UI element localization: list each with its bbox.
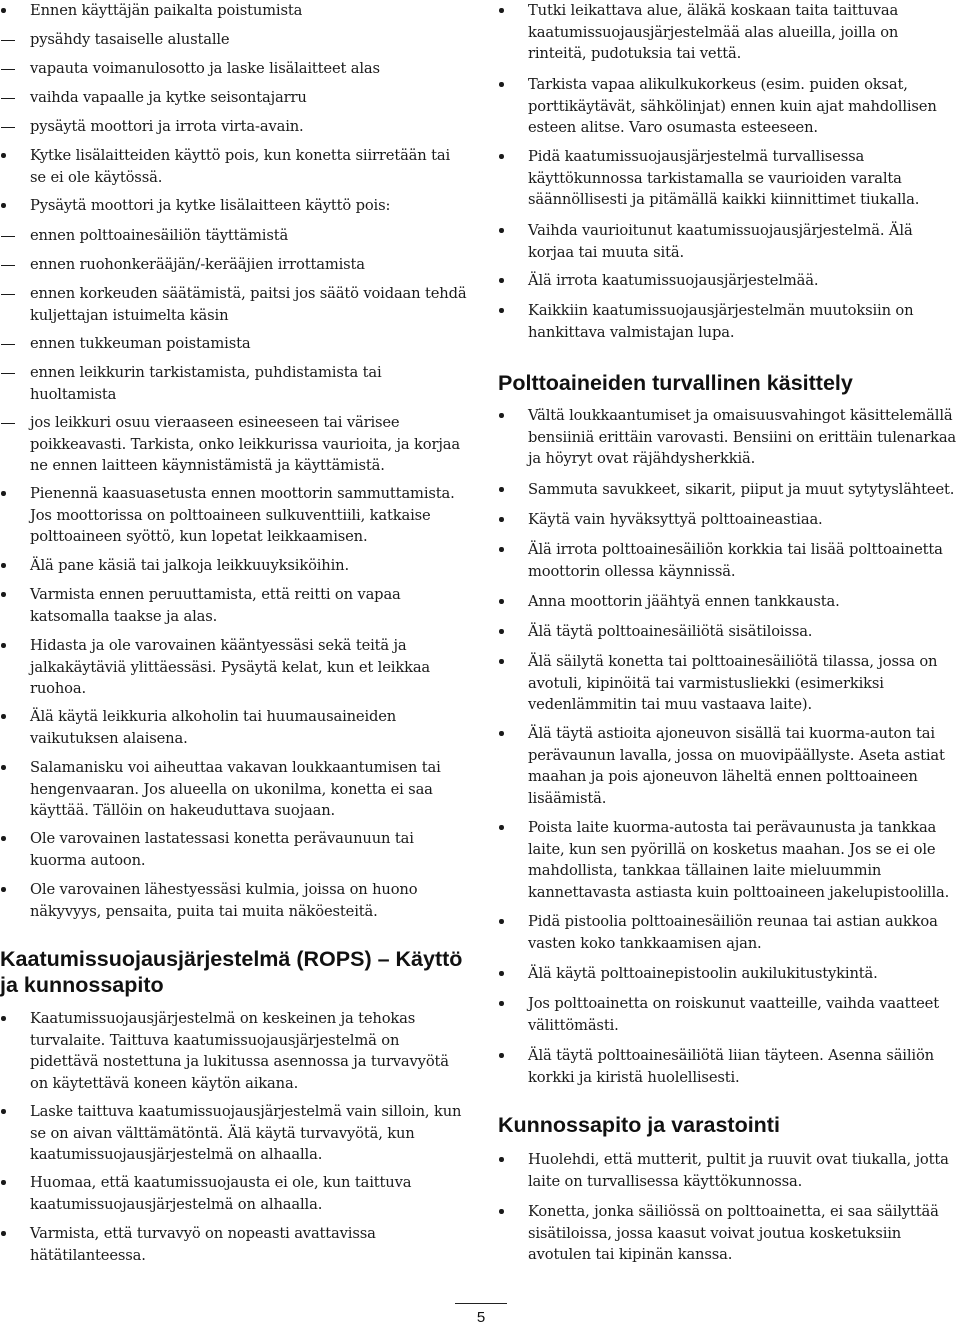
bullet-list-item: Kytke lisälaitteiden käyttö pois, kun konetta siirretään tai se ei ole käytössä. bbox=[0, 145, 470, 188]
page-number: 5 bbox=[476, 1309, 486, 1326]
sub-list-item: jos leikkuri osuu vieraaseen esineeseen tai värisee poikkeavasti. Tarkista, onko leikkurissa vaurioita, ja korjaa ne ennen laitteen käynnistämistä ja käyttämistä. bbox=[0, 412, 470, 477]
bullet-list-item: Käytä vain hyväksyttyä polttoaineastiaa. bbox=[498, 509, 960, 531]
bullet-list-item: Vaihda vaurioitunut kaatumissuojausjärjestelmä. Älä korjaa tai muuta sitä. bbox=[498, 220, 960, 263]
bullet-list-item: Kaatumissuojausjärjestelmä on keskeinen ja tehokas turvalaite. Taittuva kaatumissuojausjärjestelmä on pidettävä nostettuna ja lukitussa asennossa ja turvavyötä on käytettävä koneen käytön aikana. bbox=[0, 1008, 470, 1095]
bullet-list-item: Poista laite kuorma-autosta tai perävaunusta ja tankkaa laite, kun sen pyörillä on kosketus maahan. Jos se ei ole mahdollista, tankkaa tällainen laite mieluummin kannettavasta astiasta kuin polttoaineen jakelupistoolilla. bbox=[498, 817, 960, 904]
bullet-list-item: Varmista, että turvavyö on nopeasti avattavissa hätätilanteessa. bbox=[0, 1223, 470, 1266]
bullet-list-item: Vältä loukkaantumiset ja omaisuusvahingot käsittelemällä bensiiniä erittäin varovasti. Bensiini on erittäin tulenarkaa ja höyryt ovat räjähdysherkkiä. bbox=[498, 405, 960, 470]
bullet-list-item: Ennen käyttäjän paikalta poistumista bbox=[0, 0, 470, 22]
bullet-list-item: Älä pane käsiä tai jalkoja leikkuuyksiköihin. bbox=[0, 555, 470, 577]
bullet-list-item: Älä käytä polttoainepistoolin aukilukitustykintä. bbox=[498, 963, 960, 985]
bullet-list-item: Älä täytä astioita ajoneuvon sisällä tai kuorma-auton tai perävaunun lavalla, jossa on muovipäällyste. Aseta astiat maahan ja pois ajoneuvon läheltä ennen polttoaineen lisäämistä. bbox=[498, 723, 960, 810]
bullet-list-item: Hidasta ja ole varovainen kääntyessäsi sekä teitä ja jalkakäytäviä ylittäessäsi. Pysäytä kelat, kun et leikkaa ruohoa. bbox=[0, 635, 470, 700]
sub-list-item: ennen tukkeuman poistamista bbox=[0, 333, 470, 355]
sub-list-item: pysäytä moottori ja irrota virta-avain. bbox=[0, 116, 470, 138]
sub-list-item: ennen ruohonkerääjän/-kerääjien irrottamista bbox=[0, 254, 470, 276]
bullet-list-item: Älä irrota kaatumissuojausjärjestelmää. bbox=[498, 270, 960, 292]
sub-list-item: ennen leikkurin tarkistamista, puhdistamista tai huoltamista bbox=[0, 362, 470, 405]
footer-rule bbox=[455, 1303, 507, 1304]
bullet-list-item: Konetta, jonka säiliössä on polttoainetta, ei saa säilyttää sisätiloissa, jossa kaasut voivat joutua kosketuksiin avotulen tai kipinän kanssa. bbox=[498, 1201, 960, 1266]
sub-list-item: ennen polttoainesäiliön täyttämistä bbox=[0, 225, 470, 247]
sub-list-item: ennen korkeuden säätämistä, paitsi jos säätö voidaan tehdä kuljettajan istuimelta käsin bbox=[0, 283, 470, 326]
bullet-list-item: Ole varovainen lähestyessäsi kulmia, joissa on huono näkyvyys, pensaita, puita tai muita näköesteitä. bbox=[0, 879, 470, 922]
bullet-list-item: Pidä kaatumissuojausjärjestelmä turvallisessa käyttökunnossa tarkistamalla se vaurioiden varalta säännöllisesti ja pitämällä kaikki kiinnittimet tiukalla. bbox=[498, 146, 960, 211]
bullet-list-item: Älä irrota polttoainesäiliön korkkia tai lisää polttoainetta moottorin ollessa käynnissä. bbox=[498, 539, 960, 582]
bullet-list-item: Pysäytä moottori ja kytke lisälaitteen käyttö pois: bbox=[0, 195, 470, 217]
bullet-list-item: Jos polttoainetta on roiskunut vaatteille, vaihda vaatteet välittömästi. bbox=[498, 993, 960, 1036]
sub-list-item: pysähdy tasaiselle alustalle bbox=[0, 29, 470, 51]
bullet-list-item: Pidä pistoolia polttoainesäiliön reunaa tai astian aukkoa vasten koko tankkaamisen ajan. bbox=[498, 911, 960, 954]
section-heading: Polttoaineiden turvallinen käsittely bbox=[498, 371, 853, 395]
section-heading: Kunnossapito ja varastointi bbox=[498, 1113, 780, 1137]
bullet-list-item: Pienennä kaasuasetusta ennen moottorin sammuttamista. Jos moottorissa on polttoaineen sulkuventtiili, katkaise polttoaineen syöttö, kun lopetat leikkaamisen. bbox=[0, 483, 470, 548]
bullet-list-item: Älä täytä polttoainesäiliötä sisätiloissa. bbox=[498, 621, 960, 643]
sub-list-item: vapauta voimanulosotto ja laske lisälaitteet alas bbox=[0, 58, 470, 80]
bullet-list-item: Älä käytä leikkuria alkoholin tai huumausaineiden vaikutuksen alaisena. bbox=[0, 706, 470, 749]
bullet-list-item: Kaikkiin kaatumissuojausjärjestelmän muutoksiin on hankittava valmistajan lupa. bbox=[498, 300, 960, 343]
sub-list-item: vaihda vapaalle ja kytke seisontajarru bbox=[0, 87, 470, 109]
bullet-list-item: Laske taittuva kaatumissuojausjärjestelmä vain silloin, kun se on aivan välttämätöntä. Älä käytä turvavyötä, kun kaatumissuojausjärjestelmä on alhaalla. bbox=[0, 1101, 470, 1166]
bullet-list-item: Tarkista vapaa alikulkukorkeus (esim. puiden oksat, porttikäytävät, sähkölinjat) ennen kuin ajat mahdollisen esteen alitse. Varo osumasta esteeseen. bbox=[498, 74, 960, 139]
bullet-list-item: Anna moottorin jäähtyä ennen tankkausta. bbox=[498, 591, 960, 613]
bullet-list-item: Ole varovainen lastatessasi konetta perävaunuun tai kuorma autoon. bbox=[0, 828, 470, 871]
bullet-list-item: Salamanisku voi aiheuttaa vakavan loukkaantumisen tai hengenvaaran. Jos alueella on ukonilma, konetta ei saa käyttää. Tällöin on hakeuduttava suojaan. bbox=[0, 757, 470, 822]
bullet-list-item: Sammuta savukkeet, sikarit, piiput ja muut sytytyslähteet. bbox=[498, 479, 960, 501]
bullet-list-item: Tutki leikattava alue, äläkä koskaan taita taittuvaa kaatumissuojausjärjestelmää alas alueilla, joilla on rinteitä, pudotuksia tai vettä. bbox=[498, 0, 960, 65]
bullet-list-item: Huolehdi, että mutterit, pultit ja ruuvit ovat tiukalla, jotta laite on turvallisessa käyttökunnossa. bbox=[498, 1149, 960, 1192]
bullet-list-item: Varmista ennen peruuttamista, että reitti on vapaa katsomalla taakse ja alas. bbox=[0, 584, 470, 627]
bullet-list-item: Huomaa, että kaatumissuojausta ei ole, kun taittuva kaatumissuojausjärjestelmä on alhaalla. bbox=[0, 1172, 470, 1215]
bullet-list-item: Älä säilytä konetta tai polttoainesäiliötä tilassa, jossa on avotuli, kipinöitä tai varmistusliekki (esimerkiksi vedenlämmitin tai muu vastaava laite). bbox=[498, 651, 960, 716]
section-heading: Kaatumissuojausjärjestelmä (ROPS) – Käyttö ja kunnossapito bbox=[0, 947, 463, 997]
bullet-list-item: Älä täytä polttoainesäiliötä liian täyteen. Asenna säiliön korkki ja kiristä huolellisesti. bbox=[498, 1045, 960, 1088]
